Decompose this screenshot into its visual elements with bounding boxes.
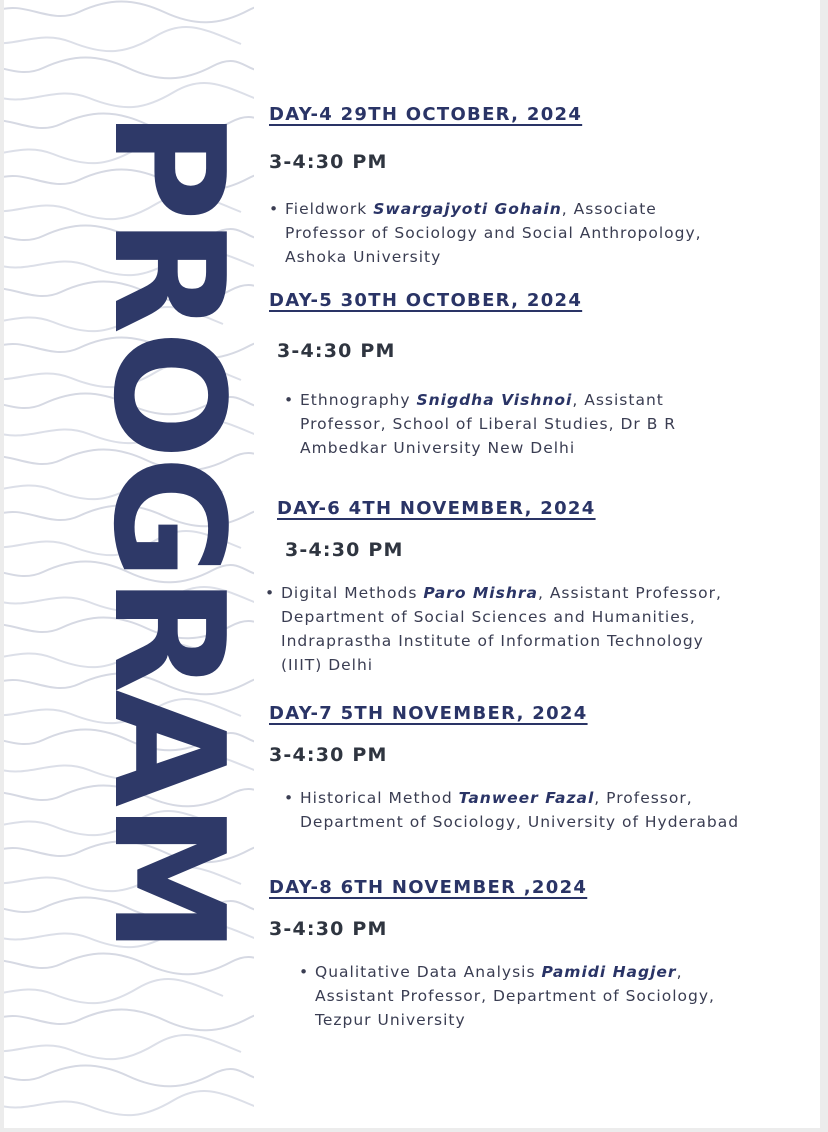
session-topic: Qualitative Data Analysis [315, 963, 536, 981]
session-time: 3-4:30 PM [277, 340, 396, 362]
session-topic: Historical Method [300, 789, 453, 807]
day-heading: DAY-8 6TH NOVEMBER ,2024 [269, 877, 588, 898]
bullet-icon: • [299, 963, 310, 981]
speaker-name: Paro Mishra [423, 584, 538, 602]
day-8-section [269, 877, 739, 1032]
session-topic: Fieldwork [285, 200, 368, 218]
day-5-section [269, 290, 739, 460]
speaker-affiliation: , Professor, Department of Sociology, University of Hyderabad [300, 789, 740, 831]
speaker-name: Pamidi Hagjer [541, 963, 677, 981]
day-6-section [265, 498, 747, 677]
wave-line [4, 83, 254, 107]
program-vertical-title: PROGRAM [80, 110, 257, 951]
day-4-section [269, 104, 729, 269]
bullet-icon: • [284, 789, 295, 807]
speaker-name: Tanweer Fazal [458, 789, 595, 807]
day-heading: DAY-6 4TH NOVEMBER, 2024 [277, 498, 596, 519]
session-time: 3-4:30 PM [285, 539, 404, 561]
day-7-section [269, 703, 749, 834]
wave-line [4, 27, 241, 51]
session-topic: Digital Methods [281, 584, 418, 602]
speaker-name: Swargajyoti Gohain [373, 200, 562, 218]
bullet-icon: • [284, 391, 295, 409]
wave-line [4, 1010, 254, 1031]
bullet-icon: • [269, 200, 280, 218]
day-heading: DAY-5 30TH OCTOBER, 2024 [269, 290, 583, 311]
speaker-affiliation: , Assistant Professor, School of Liberal Studies, Dr B R Ambedkar University New Delhi [300, 391, 677, 457]
session-topic: Ethnography [300, 391, 411, 409]
day-heading: DAY-4 29TH OCTOBER, 2024 [269, 104, 583, 125]
speaker-affiliation: , Assistant Professor, Department of Social Sciences and Humanities, Indraprastha Institute of Information Technology (IIIT) Delhi [281, 584, 722, 674]
wave-line [4, 1035, 241, 1059]
session-time: 3-4:30 PM [269, 151, 388, 173]
bullet-icon: • [265, 584, 276, 602]
speaker-affiliation: , Assistant Professor, Department of Sociology, Tezpur University [315, 963, 715, 1029]
wave-line [4, 58, 254, 79]
wave-line [4, 1066, 254, 1087]
wave-line [4, 954, 254, 975]
wave-line [4, 1091, 254, 1115]
session-item [269, 197, 729, 269]
session-item [284, 786, 749, 834]
wave-line [4, 979, 223, 1003]
session-item [284, 388, 739, 460]
session-time: 3-4:30 PM [269, 744, 388, 766]
speaker-name: Snigdha Vishnoi [416, 391, 573, 409]
wave-line [4, 2, 254, 23]
day-heading: DAY-7 5TH NOVEMBER, 2024 [269, 703, 588, 724]
program-page [4, 0, 820, 1128]
session-time: 3-4:30 PM [269, 918, 388, 940]
speaker-affiliation: , Associate Professor of Sociology and Social Anthropology, Ashoka University [285, 200, 702, 266]
session-item [299, 960, 739, 1032]
session-item [265, 581, 747, 677]
